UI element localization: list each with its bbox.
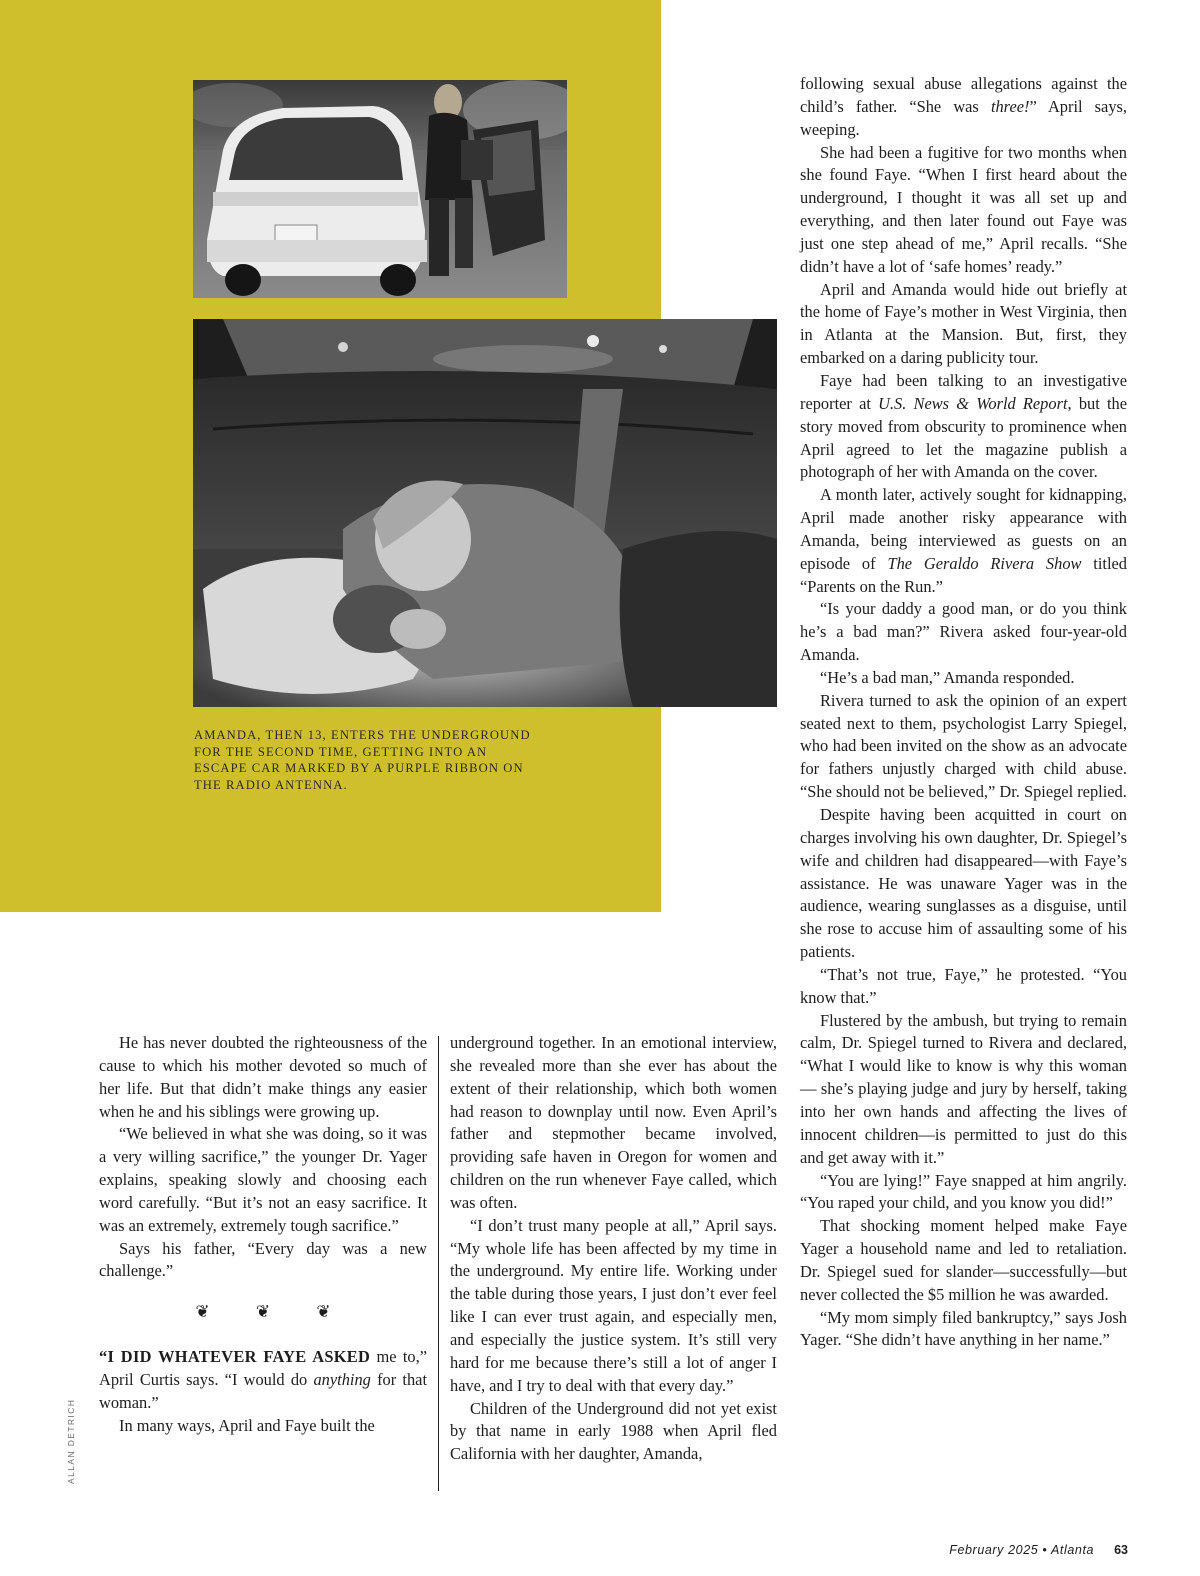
paragraph: A month later, actively sought for kidnapping, April made another risky appearance with Amanda, being interviewed as guests on an episode of The Geraldo Rivera Show titled “Parents on the Run.” <box>800 485 1127 596</box>
paragraph: “I DID WHATEVER FAYE ASKED me to,” April Curtis says. “I would do anything for that woman.” <box>99 1347 427 1412</box>
paragraph: In many ways, April and Faye built the <box>119 1415 375 1435</box>
photo-credit: ALLAN DETRICH <box>66 1398 76 1484</box>
lead-in: “I DID WHATEVER FAYE ASKED <box>99 1347 371 1367</box>
fleuron-icon: ❦ <box>255 1302 271 1322</box>
paragraph: Flustered by the ambush, but trying to remain calm, Dr. Spiegel turned to Rivera and declared, “What I would like to know is why this woman— she’s playing judge and jury by herself, taking into her own hands and affecting the lives of innocent children—is permitted to just do this and get away with it.” <box>800 1010 1127 1167</box>
paragraph: He has never doubted the righteousness of the cause to which his mother devoted so much of her life. But that didn’t make things any easier when he and his siblings were growing up. <box>99 1033 427 1121</box>
paragraph: underground together. In an emotional interview, she revealed more than she ever has about the extent of their relationship, which both women had reason to downplay until now. Even April’s father and stepmother became involved, providing safe haven in Oregon for women and children on the run whenever Faye called, which was often. <box>450 1033 777 1212</box>
paragraph: “I don’t trust many people at all,” April says. “My whole life has been affected by my time in the underground. My entire life. Working under the table during those years, I just don’t ever feel like I can ever trust again, and especially men, and especially the justice system. It’s still very hard for me because there’s still a lot of anger I have, and I try to deal with that every day.” <box>450 1215 777 1395</box>
paragraph: Says his father, “Every day was a new challenge.” <box>99 1238 427 1281</box>
paragraph: “He’s a bad man,” Amanda responded. <box>820 667 1075 687</box>
paragraph: “You are lying!” Faye snapped at him angrily. “You raped your child, and you know you did!” <box>800 1170 1127 1213</box>
page-folio <box>949 1543 1128 1557</box>
paragraph: April and Amanda would hide out briefly at the home of Faye’s mother in West Virginia, then in Atlanta at the Mansion. But, first, they embarked on a daring publicity tour. <box>800 279 1127 368</box>
photo-caption: AMANDA, THEN 13, ENTERS THE UNDERGROUND FOR THE SECOND TIME, GETTING INTO AN ESCAPE CAR MARKED BY A PURPLE RIBBON ON THE RADIO ANTENNA. <box>194 728 531 792</box>
article-column-1 <box>99 1032 427 1438</box>
paragraph: “My mom simply filed bankruptcy,” says Josh Yager. “She didn’t have anything in her name.” <box>800 1307 1127 1350</box>
article-column-2 <box>450 1032 777 1466</box>
paragraph: “Is your daddy a good man, or do you think he’s a bad man?” Rivera asked four-year-old Amanda. <box>800 599 1127 665</box>
issue-date: February 2025 • Atlanta <box>949 1543 1095 1557</box>
paragraph: “We believed in what she was doing, so it was a very willing sacrifice,” the younger Dr. Yager explains, speaking slowly and choosing each word carefully. “But it’s not an easy sacrifice. It was an extremely, extremely tough sacrifice.” <box>99 1124 427 1235</box>
paragraph: That shocking moment helped make Faye Yager a household name and led to retaliation. Dr. Spiegel sued for slander—successfully—but never collected the $5 million he was awarded. <box>800 1216 1127 1304</box>
page-number: 63 <box>1114 1543 1128 1557</box>
photo-escape-car <box>193 80 567 298</box>
paragraph: “That’s not true, Faye,” he protested. “You know that.” <box>800 964 1127 1007</box>
paragraph: She had been a fugitive for two months when she found Faye. “When I first heard about the underground, I thought it was all set up and everything, and then later found out Faye was just one step ahead of me,” April recalls. “She didn’t have a lot of ‘safe homes’ ready.” <box>800 142 1127 276</box>
paragraph: Children of the Underground did not yet exist by that name in early 1988 when April fled California with her daughter, Amanda, <box>450 1398 777 1464</box>
paragraph: Rivera turned to ask the opinion of an expert seated next to them, psychologist Larry Spiegel, who had been invited on the show as an advocate for fathers unjustly charged with child abuse. “She should not be believed,” Dr. Spiegel replied. <box>800 690 1127 802</box>
paragraph: following sexual abuse allegations against the child’s father. “She was three!” April says, weeping. <box>800 74 1127 139</box>
paragraph: Despite having been acquitted in court on charges involving his own daughter, Dr. Spiegel’s wife and children had disappeared—with Faye’s assistance. He was unaware Yager was in the audience, wearing sunglasses as a disguise, until she rose to accuse him of assaulting some of his patients. <box>800 805 1127 962</box>
photo-girl-backseat <box>193 319 777 707</box>
section-break-ornaments <box>99 1301 427 1324</box>
column-divider <box>438 1036 439 1491</box>
paragraph: Faye had been talking to an investigative reporter at U.S. News & World Report, but the story moved from obscurity to prominence when April agreed to let the magazine publish a photograph of her with Amanda on the cover. <box>800 370 1127 482</box>
fleuron-icon: ❦ <box>195 1302 210 1322</box>
article-column-3 <box>800 73 1127 1352</box>
fleuron-icon: ❦ <box>316 1302 331 1322</box>
